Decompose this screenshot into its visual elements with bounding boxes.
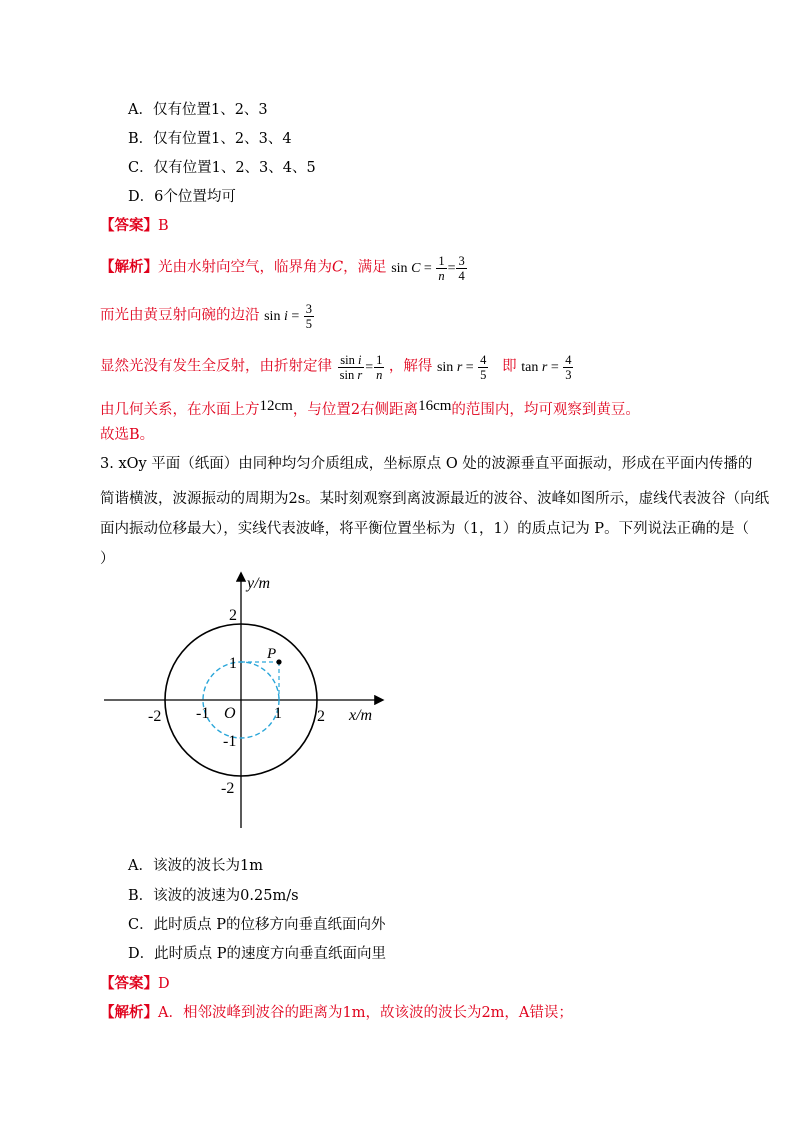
tick-y-pos2: 2: [229, 607, 237, 624]
q3-option-d: D．此时质点 P的速度方向垂直纸面向里: [128, 946, 386, 962]
tick-y-neg2: -2: [221, 780, 235, 797]
tick-x-pos2: 2: [317, 708, 325, 725]
q3-analysis: 【解析】A．相邻波峰到波谷的距离为1m，故该波的波长为2m，A错误；: [100, 1004, 573, 1021]
point-p: [276, 659, 281, 664]
q2-analysis-line3: 显然光没有发生全反射，由折射定律 $\frac{\text{sin i}}{\text{sin r}}$ = $\frac{1}{n}$ ，解得 sin r = $\frac{4}{5}$ 即 tan r = $\frac{4}{3}$: [100, 353, 574, 382]
answer-value: B: [158, 218, 169, 234]
q3-stem-line1: 3. xOy 平面（纸面）由同种均匀介质组成，坐标原点 O 处的波源垂直平面振动，形成在平面内传播的: [100, 456, 753, 472]
origin-label: O: [224, 705, 236, 722]
y-axis-label: y/m: [247, 575, 271, 592]
q3-stem-line2: 简谐横波，波源振动的周期为2s。某时刻观察到离波源最近的波谷、波峰如图所示，虚线代表波谷（向纸: [100, 491, 770, 507]
formula-sinC: sin C = $\frac{1}{n}$ = $\frac{3}{4}$: [391, 254, 465, 283]
q3-stem-line4: ）: [100, 551, 115, 567]
q3-option-b: B．该波的波速为0.25m/s: [128, 888, 299, 904]
formula-sini: sin i = $\frac{3}{5}$: [264, 302, 312, 331]
formula-snell: $\frac{\text{sin i}}{\text{sin r}}$ = $\frac{1}{n}$: [339, 353, 383, 382]
q3-option-a: A．该波的波长为1m: [128, 858, 263, 874]
tick-x-neg1: -1: [196, 705, 210, 722]
formula-sinr: sin r = $\frac{4}{5}$: [436, 353, 487, 382]
answer-value: D: [158, 976, 170, 992]
point-p-label: P: [267, 646, 277, 662]
analysis-tag: 【解析】: [100, 258, 158, 276]
wave-figure: [96, 568, 396, 838]
tick-y-pos1: 1: [229, 655, 237, 672]
q2-option-d: D．6个位置均可: [128, 189, 236, 205]
q2-option-c: C．仅有位置1、2、3、4、5: [128, 160, 316, 176]
q2-analysis-line1: 【解析】光由水射向空气，临界角为C，满足 sin C = $\frac{1}{n}$ = $\frac{3}{4}$: [100, 254, 468, 283]
q2-answer: [100, 216, 169, 236]
answer-tag: 【答案】: [100, 217, 158, 234]
q3-answer: [100, 974, 170, 994]
tick-y-neg1: -1: [223, 733, 237, 750]
q2-analysis-line2: 而光由黄豆射向碗的边沿 sin i = $\frac{3}{5}$: [100, 302, 315, 331]
q2-conclusion: 故选B。: [100, 427, 155, 443]
analysis-tag: 【解析】: [100, 1004, 158, 1021]
formula-tanr: tan r = $\frac{4}{3}$: [521, 353, 572, 382]
tick-x-pos1: 1: [274, 705, 282, 722]
q2-analysis-line4: 由几何关系，在水面上方12cm，与位置2右侧距离16cm的范围内，均可观察到黄豆。: [100, 398, 640, 418]
q3-option-c: C．此时质点 P的位移方向垂直纸面向外: [128, 917, 386, 933]
answer-tag: 【答案】: [100, 975, 158, 992]
q2-option-a: A．仅有位置1、2、3: [128, 102, 268, 118]
tick-x-neg2: -2: [148, 708, 162, 725]
q2-option-b: B．仅有位置1、2、3、4: [128, 131, 292, 147]
x-axis-label: x/m: [349, 707, 373, 724]
q3-stem-line3: 面内振动位移最大），实线代表波峰，将平衡位置坐标为（1，1）的质点记为 P。下列说法正确的是（: [100, 521, 750, 537]
